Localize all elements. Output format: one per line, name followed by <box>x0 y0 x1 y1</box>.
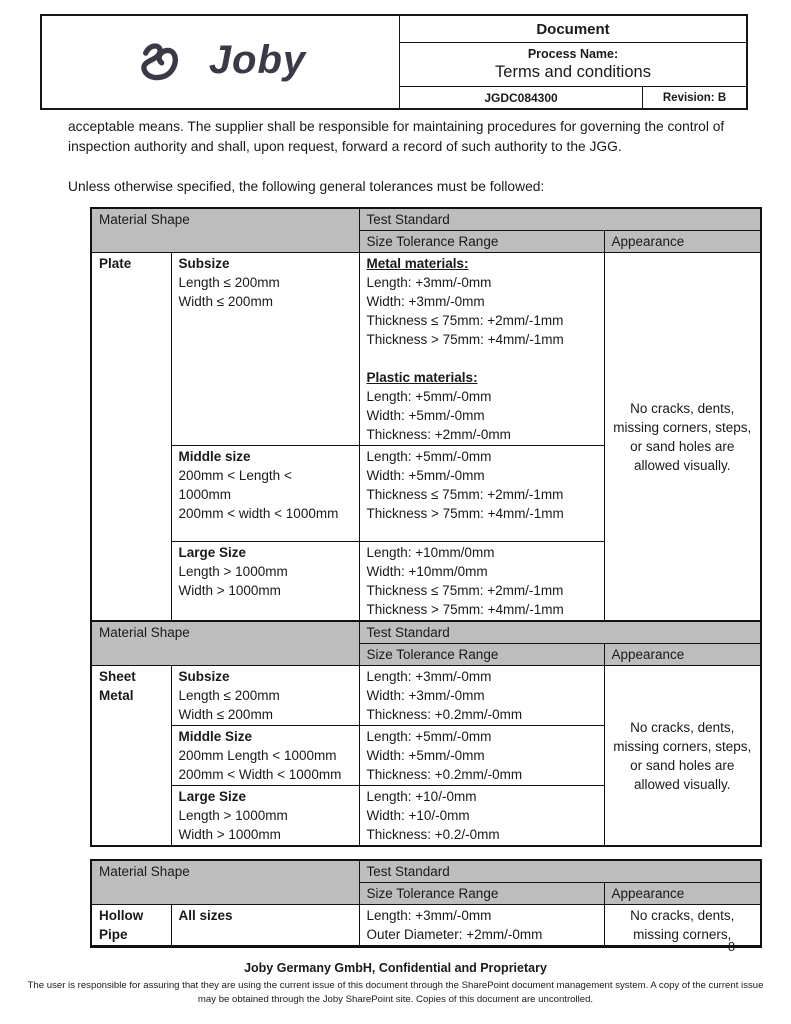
header-test-standard: Test Standard <box>359 860 761 883</box>
cell-sheet-subsize-std: Length: +3mm/-0mm Width: +3mm/-0mm Thickness: +0.2mm/-0mm <box>359 666 604 726</box>
joby-logo <box>135 37 306 87</box>
header-size-tolerance-range: Size Tolerance Range <box>359 644 604 666</box>
header-title-block <box>400 16 746 108</box>
table-header-row-1 <box>91 860 761 883</box>
cell-sheet-subsize: Subsize Length ≤ 200mm Width ≤ 200mm <box>171 666 359 726</box>
cell-hollow-all-sizes: All sizes <box>171 905 359 947</box>
process-name-label: Process Name: <box>527 47 619 61</box>
header-material-shape: Material Shape <box>91 621 359 666</box>
document-header-box <box>40 14 748 110</box>
cell-plate-large: Large Size Length > 1000mm Width > 1000mm <box>171 542 359 622</box>
body-paragraph-2: Unless otherwise specified, the following general tolerances must be followed: <box>68 179 545 194</box>
row-plate-subsize <box>91 253 761 446</box>
doc-type-label: Document <box>400 16 746 43</box>
cell-plate-appearance: No cracks, dents, missing corners, steps, or sand holes are allowed visually. <box>604 253 761 622</box>
process-name-cell <box>400 43 746 87</box>
cell-material-sheet-metal: Sheet Metal <box>91 666 171 847</box>
cell-material-plate: Plate <box>91 253 171 622</box>
cell-plate-middle-std: Length: +5mm/-0mm Width: +5mm/-0mm Thickness ≤ 75mm: +2mm/-1mm Thickness > 75mm: +4mm/-1mm <box>359 446 604 542</box>
cell-sheet-large-std: Length: +10/-0mm Width: +10/-0mm Thickness: +0.2/-0mm <box>359 786 604 847</box>
table-header-row-1 <box>91 208 761 231</box>
joby-logo-mark-icon <box>135 37 199 87</box>
doc-id-row <box>400 87 746 108</box>
logo-cell <box>42 16 400 108</box>
footer-disclaimer: The user is responsible for assuring that they are using the current issue of this document through the SharePoint document management system. A copy of the current issue may be obtained through the Joby SharePoint site. Copies of this document are uncontrolled. <box>27 980 764 1005</box>
header-test-standard: Test Standard <box>359 621 761 644</box>
header-size-tolerance-range: Size Tolerance Range <box>359 883 604 905</box>
process-name-value: Terms and conditions <box>495 63 651 81</box>
cell-sheet-appearance: No cracks, dents, missing corners, steps, or sand holes are allowed visually. <box>604 666 761 847</box>
cell-material-hollow-pipe: Hollow Pipe <box>91 905 171 947</box>
tolerance-table-plate-sheet <box>90 207 762 847</box>
cell-plate-subsize: Subsize Length ≤ 200mm Width ≤ 200mm <box>171 253 359 446</box>
revision-label: Revision: B <box>662 91 727 104</box>
cell-sheet-middle-std: Length: +5mm/-0mm Width: +5mm/-0mm Thickness: +0.2mm/-0mm <box>359 726 604 786</box>
table-header-row-1-repeat <box>91 621 761 644</box>
header-size-tolerance-range: Size Tolerance Range <box>359 231 604 253</box>
cell-plate-middle: Middle size 200mm < Length < 1000mm 200mm < width < 1000mm <box>171 446 359 542</box>
cell-plate-large-std: Length: +10mm/0mm Width: +10mm/0mm Thickness ≤ 75mm: +2mm/-1mm Thickness > 75mm: +4mm/-1mm <box>359 542 604 622</box>
header-material-shape: Material Shape <box>91 208 359 253</box>
header-test-standard: Test Standard <box>359 208 761 231</box>
header-material-shape: Material Shape <box>91 860 359 905</box>
cell-plate-subsize-std: Metal materials: Length: +3mm/-0mm Width: +3mm/-0mm Thickness ≤ 75mm: +2mm/-1mm Thickness > 75mm: +4mm/-1mm Plastic materials: Length: +5mm/-0mm Width: +5mm/-0mm Thickness: +2mm/-0mm <box>359 253 604 446</box>
row-hollow-pipe <box>91 905 761 947</box>
row-sheet-subsize <box>91 666 761 726</box>
cell-hollow-std: Length: +3mm/-0mm Outer Diameter: +2mm/-0mm <box>359 905 604 947</box>
cell-sheet-large: Large Size Length > 1000mm Width > 1000mm <box>171 786 359 847</box>
header-appearance: Appearance <box>604 231 761 253</box>
cell-sheet-middle: Middle Size 200mm Length < 1000mm 200mm < Width < 1000mm <box>171 726 359 786</box>
footer-confidential-line: Joby Germany GmbH, Confidential and Proprietary <box>244 961 547 975</box>
logo-wordmark: Joby <box>208 37 307 82</box>
cell-hollow-appearance: No cracks, dents, missing corners, <box>604 905 761 947</box>
header-appearance: Appearance <box>604 883 761 905</box>
document-number: JGDC084300 <box>400 87 643 108</box>
body-paragraph-1: acceptable means. The supplier shall be responsible for maintaining procedures for governing the control of inspection authority and shall, upon request, forward a record of such authority to the JGG. <box>68 119 725 154</box>
tolerance-table-hollow-pipe <box>90 859 762 948</box>
header-appearance: Appearance <box>604 644 761 666</box>
page-number: 8 <box>728 940 735 954</box>
